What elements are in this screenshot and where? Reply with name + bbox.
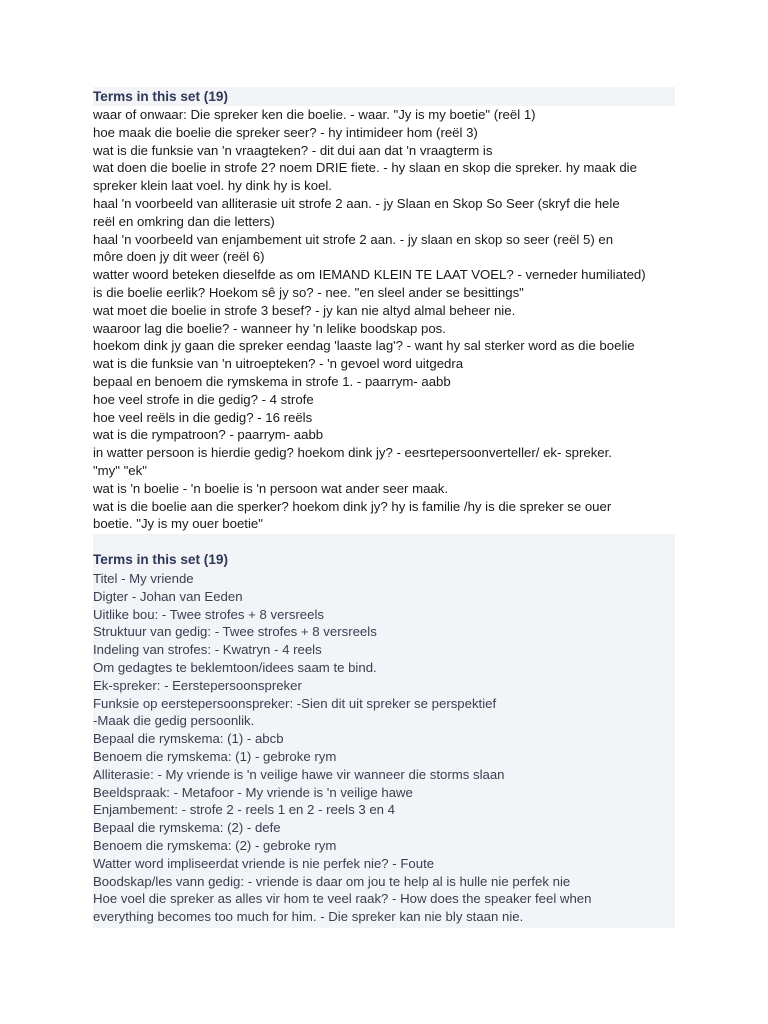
term-line: môre doen jy dit weer (reël 6) — [93, 249, 265, 265]
term-line: wat is die boelie aan die sperker? hoekom dink jy? hy is familie /hy is die spreker se ouer — [93, 498, 612, 514]
term-list — [93, 106, 675, 533]
term-line: everything becomes too much for him. - Die spreker kan nie bly staan nie. — [93, 909, 524, 925]
term-line: waar of onwaar: Die spreker ken die boelie. - waar. "Jy is my boetie" (reël 1) — [93, 107, 536, 122]
term-line: waaroor lag die boelie? - wanneer hy 'n lelike boodskap pos. — [93, 320, 446, 336]
term-line: Bepaal die rymskema: (1) - abcb — [93, 731, 284, 747]
term-line: Benoem die rymskema: (2) - gebroke rym — [93, 837, 337, 853]
term-line: hoe veel reëls in die gedig? - 16 reëls — [93, 409, 313, 425]
term-line: Watter word impliseerdat vriende is nie perfek nie? - Foute — [93, 855, 435, 871]
term-line: wat is die rympatroon? - paarrym- aabb — [93, 427, 324, 443]
term-line: hoekom dink jy gaan die spreker eendag 'laaste lag'? - want hy sal sterker word as die boelie — [93, 338, 635, 354]
term-line: boetie. "Jy is my ouer boetie" — [93, 516, 263, 532]
set-header: Terms in this set (19) — [93, 534, 675, 570]
term-line: Beeldspraak: - Metafoor - My vriende is 'n veilige hawe — [93, 784, 413, 800]
term-line: Digter - Johan van Eeden — [93, 588, 243, 604]
term-line: wat is 'n boelie - 'n boelie is 'n persoon wat ander seer maak. — [93, 480, 449, 496]
term-line: in watter persoon is hierdie gedig? hoekom dink jy? - eesrtepersoonverteller/ ek- spreker. — [93, 445, 612, 461]
term-line: -Maak die gedig persoonlik. — [93, 713, 255, 729]
term-line: Alliterasie: - My vriende is 'n veilige hawe vir wanneer die storms slaan — [93, 766, 505, 782]
term-line: spreker klein laat voel. hy dink hy is koel. — [93, 178, 332, 194]
term-set-2 — [93, 534, 675, 928]
term-line: haal 'n voorbeeld van enjambement uit strofe 2 aan. - jy slaan en skop so seer (reël 5) en — [93, 231, 614, 247]
term-line: wat moet die boelie in strofe 3 besef? - jy kan nie altyd almal beheer nie. — [93, 302, 516, 318]
term-line: wat is die funksie van 'n uitroepteken? - 'n gevoel word uitgedra — [93, 356, 464, 372]
term-line: "my" "ek" — [93, 462, 147, 478]
term-line: Enjambement: - strofe 2 - reels 1 en 2 - reels 3 en 4 — [93, 802, 395, 818]
term-line: Om gedagtes te beklemtoon/idees saam te bind. — [93, 659, 377, 675]
term-line: hoe maak die boelie die spreker seer? - hy intimideer hom (reël 3) — [93, 124, 478, 140]
term-line: Boodskap/les vann gedig: - vriende is daar om jou te help al is hulle nie perfek nie — [93, 873, 571, 889]
term-line: haal 'n voorbeeld van alliterasie uit strofe 2 aan. - jy Slaan en Skop So Seer (skryf die hele — [93, 195, 620, 211]
term-line: Titel - My vriende — [93, 571, 194, 586]
set-header: Terms in this set (19) — [93, 87, 675, 106]
term-line: Funksie op eerstepersoonspreker: -Sien dit uit spreker se perspektief — [93, 695, 497, 711]
term-line: watter woord beteken dieselfde as om IEMAND KLEIN TE LAAT VOEL? - verneder humiliated) — [93, 267, 646, 283]
term-line: reël en omkring dan die letters) — [93, 213, 275, 229]
term-line: Uitlike bou: - Twee strofes + 8 versreels — [93, 606, 324, 622]
term-line: Benoem die rymskema: (1) - gebroke rym — [93, 748, 337, 764]
term-line: is die boelie eerlik? Hoekom sê jy so? - nee. "en sleel ander se besittings" — [93, 284, 524, 300]
term-list — [93, 570, 675, 926]
term-set-1 — [93, 87, 675, 533]
term-line: hoe veel strofe in die gedig? - 4 strofe — [93, 391, 314, 407]
term-line: Indeling van strofes: - Kwatryn - 4 reels — [93, 642, 322, 658]
term-line: wat doen die boelie in strofe 2? noem DRIE fiete. - hy slaan en skop die spreker. hy maak die — [93, 160, 637, 176]
term-line: Bepaal die rymskema: (2) - defe — [93, 820, 281, 836]
term-line: Struktuur van gedig: - Twee strofes + 8 versreels — [93, 624, 377, 640]
term-line: Ek-spreker: - Eerstepersoonspreker — [93, 677, 302, 693]
term-line: wat is die funksie van 'n vraagteken? - dit dui aan dat 'n vraagterm is — [93, 142, 493, 158]
term-line: Hoe voel die spreker as alles vir hom te veel raak? - How does the speaker feel when — [93, 891, 592, 907]
term-line: bepaal en benoem die rymskema in strofe 1. - paarrym- aabb — [93, 373, 451, 389]
